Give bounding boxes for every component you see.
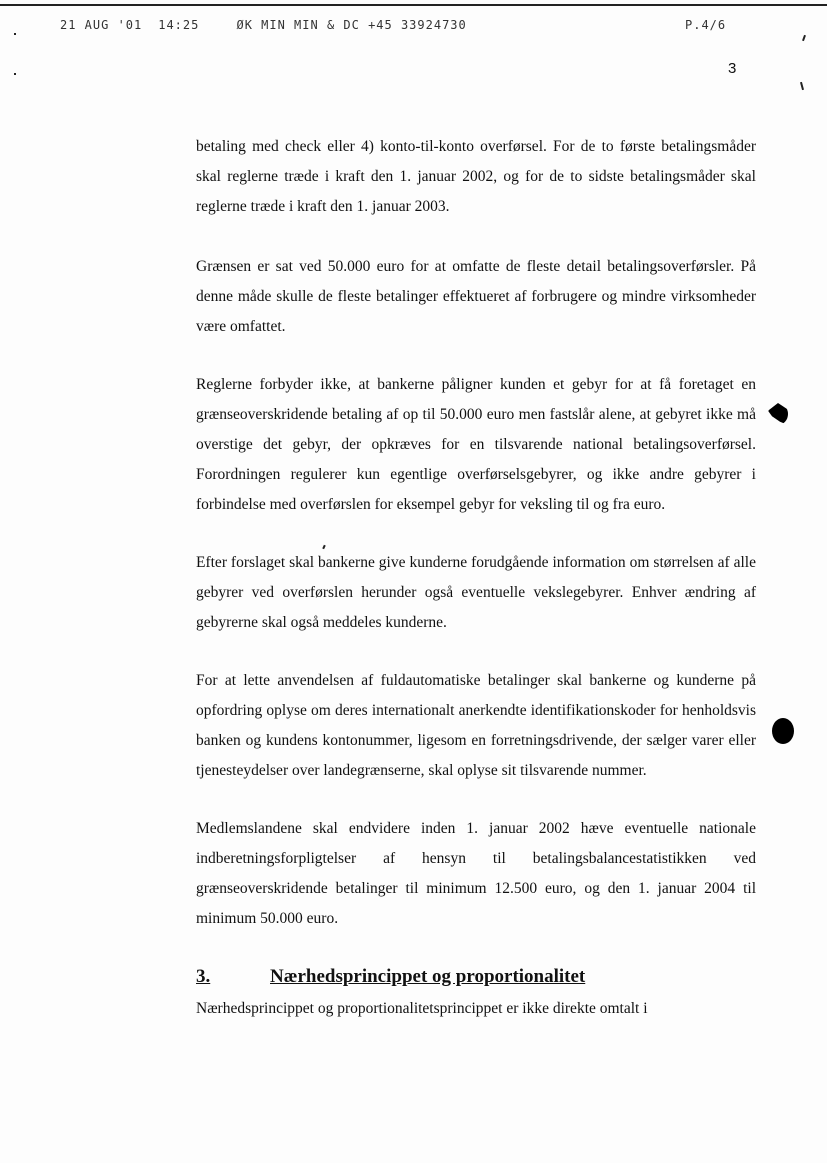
fax-sender: ØK MIN MIN & DC +45 33924730 [236,18,467,32]
document-body [196,132,756,1024]
scan-speck [14,73,16,75]
section-intro-text: Nærhedsprincippet og proportionalitetsprincippet er ikke direkte omtalt i [196,1000,648,1017]
paragraph-payment-methods: betaling med check eller 4) konto-til-konto overførsel. For de to første betalingsmåder skal reglerne træde i kraft den 1. januar 2002, og for de to sidste betalingsmåder skal reglerne træde i kraft den 1. januar 2003. [196,138,756,215]
scan-speck [800,82,804,90]
section-heading [196,962,756,992]
fax-time: 14:25 [158,18,200,32]
fax-page-count: P.4/6 [685,18,727,32]
fax-header [60,18,760,32]
scan-speck [14,33,16,35]
paragraph-threshold: Grænsen er sat ved 50.000 euro for at omfatte de fleste detail betalingsoverførsler. På denne måde skulle de fleste betalinger effektueret af forbrugere og mindre virksomheder være omfattet. [196,258,756,335]
paragraph-information: Efter forslaget skal bankerne give kunderne forudgående information om størrelsen af alle gebyrer ved overførslen herunder også eventuelle vekslegebyrer. Enhver ændring af gebyrerne skal også meddeles kunderne. [196,554,756,631]
hole-punch-mark [768,403,788,425]
fax-top-rule [0,4,827,6]
hole-punch-mark [772,718,794,744]
paragraph-identification-codes: For at lette anvendelsen af fuldautomatiske betalinger skal bankerne og kunderne på opfordring oplyse om deres internationalt anerkendte identifikationskoder for henholdsvis banken og kundens kontonummer, ligesom en forretningsdrivende, der sælger varer eller tjenesteydelser over landegrænserne, skal oplyse sit tilsvarende nummer. [196,672,756,779]
paragraph-fees: Reglerne forbyder ikke, at bankerne påligner kunden et gebyr for at få foretaget en grænseoverskridende betaling af op til 50.000 euro men fastslår alene, at gebyret ikke må overstige det gebyr, der opkræves for en tilsvarende national betalingsoverførsel. Forordningen regulerer kun egentlige overførselsgebyrer, og ikke andre gebyrer i forbindelse med overførslen for eksempel gebyr for veksling til og fra euro. [196,376,756,513]
paragraph-reporting: Medlemslandene skal endvidere inden 1. januar 2002 hæve eventuelle nationale indberetningsforpligtelser af hensyn til betalingsbalancestatistikken ved grænseoverskridende betalinger til minimum 12.500 euro, og den 1. januar 2004 til minimum 50.000 euro. [196,820,756,927]
fax-date: 21 AUG '01 [60,18,143,32]
section-number: 3. [196,966,211,987]
scan-speck [802,35,806,41]
section-title: Nærhedsprincippet og proportionalitet [270,966,586,987]
page-number: 3 [728,60,737,77]
